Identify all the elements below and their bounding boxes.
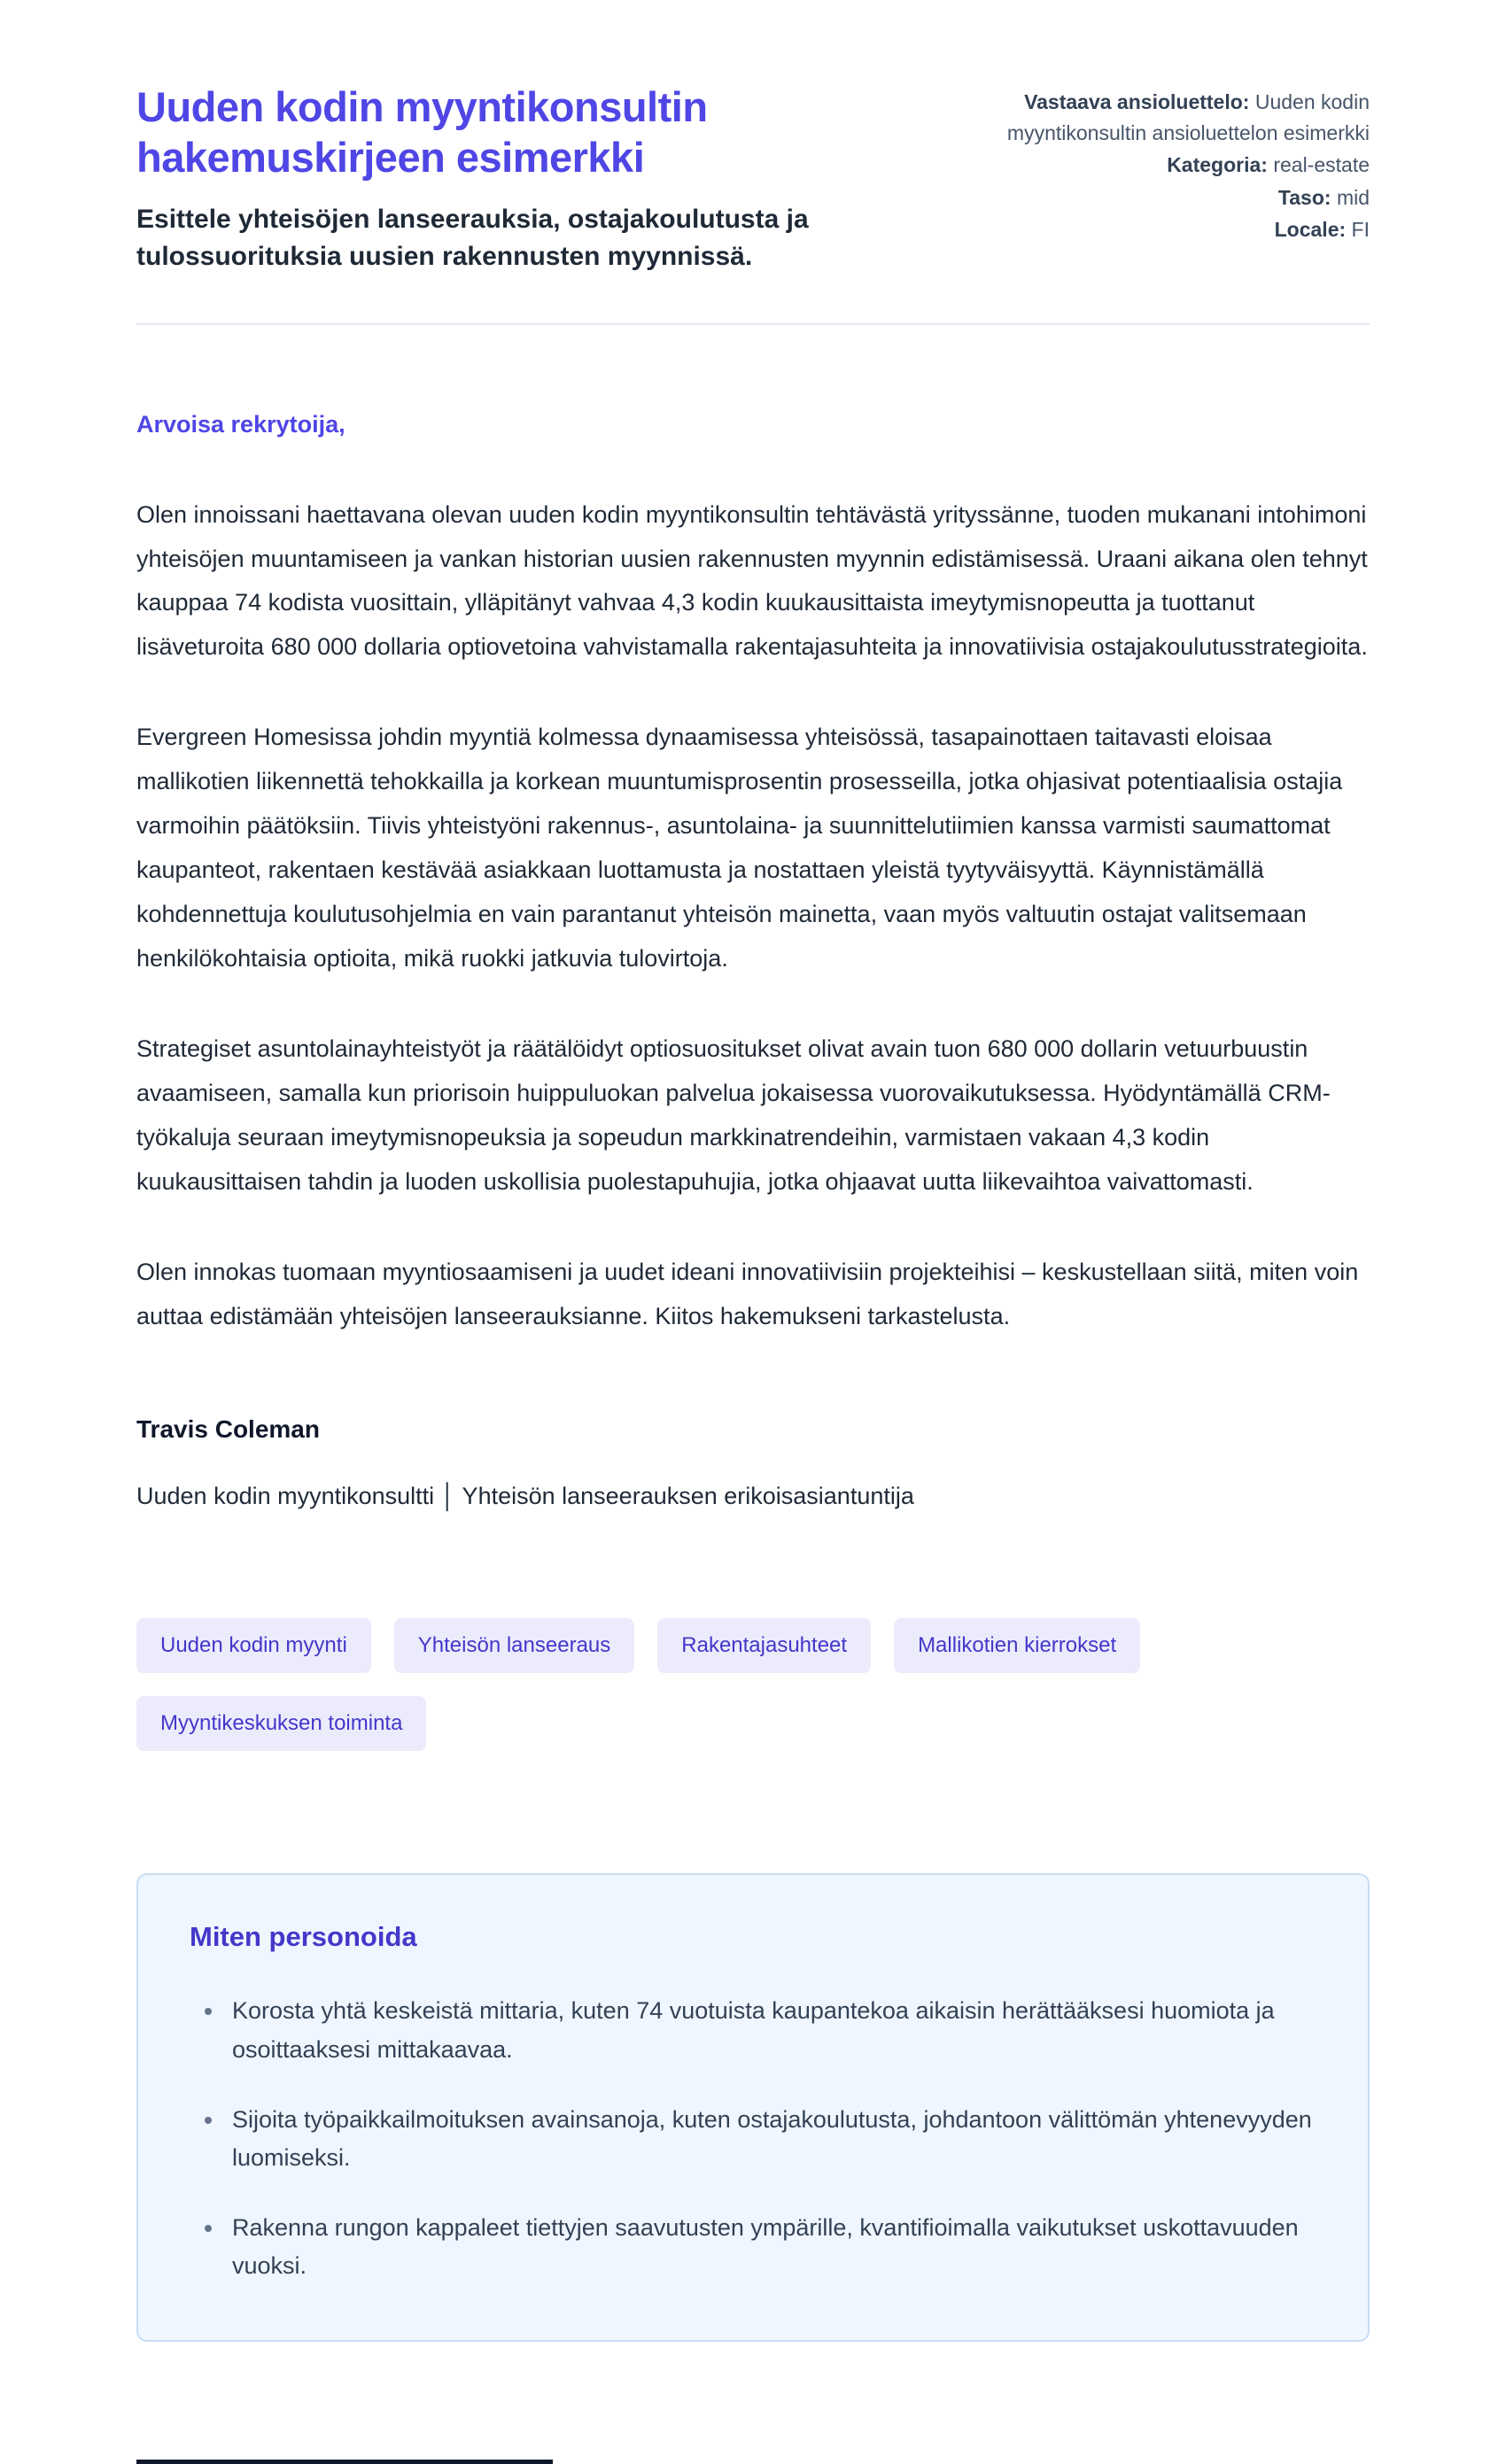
bottom-divider [136,2460,553,2464]
signature-name: Travis Coleman [136,1414,320,1443]
page-container [136,0,1370,2342]
meta-level-label: Taso: [1277,185,1331,209]
cover-letter [136,403,1370,1520]
letter-greeting: Arvoisa rekrytoija, [136,410,345,438]
letter-paragraph: Evergreen Homesissa johdin myyntiä kolmessa dynaamisessa yhteisössä, tasapainottaen taitavasti eloisaa mallikotien liikennettä tehokkailla ja korkean muuntumisprosentin prosesseilla, jotka ohjasivat potentiaalisia ostajia varmoihin päätöksiin. Tiivis yhteistyöni rakennus-, asuntolaina- ja suunnittelutiimien kanssa varmisti saumattomat kaupanteot, rakentaen kestävää asiakkaan luottamusta ja nostattaen yleistä tyytyväisyyttä. Käynnistämällä kohdennettuja koulutusohjelmia en vain parantanut yhteisön mainetta, vaan myös valtuutin ostajat valitsemaan henkilökohtaisia optioita, mikä ruokki jatkuvia tulovirtoja. [136,724,1343,972]
tips-title: Miten personoida [190,1921,417,1953]
page-header [136,81,1370,275]
tip-item: • Sijoita työpaikkailmoituksen avainsanoja, kuten ostajakoulutusta, johdantoon välittömän yhtenevyyden luomiseksi. [225,2101,1315,2177]
signature-role: Uuden kodin myyntikonsultti │ Yhteisön lanseerauksen erikoisasiantuntija [136,1483,914,1510]
tag-chip[interactable]: Rakentajasuhteet [657,1618,871,1673]
letter-paragraph: Olen innokas tuomaan myyntiosaamiseni ja uudet ideani innovatiivisiin projekteihisi – keskustellaan siitä, miten voin auttaa edistämään yhteisöjen lanseerauksianne. Kiitos hakemukseni tarkastelusta. [136,1258,1359,1329]
meta-locale-label: Locale: [1274,218,1347,241]
meta-level-value: mid [1336,185,1370,209]
tip-item: • Korosta yhtä keskeistä mittaria, kuten 74 vuotuista kaupantekoa aikaisin herättääksesi huomiota ja osoittaaksesi mittakaavaa. [225,1992,1315,2068]
tips-list [190,1992,1316,2285]
page-title: Uuden kodin myyntikonsultin hakemuskirjeen esimerkki [136,83,708,182]
meta-locale-value: FI [1351,218,1370,241]
letter-paragraph: Strategiset asuntolainayhteistyöt ja räätälöidyt optiosuositukset olivat avain tuon 680 000 dollarin vetuurbuustin avaamiseen, samalla kun priorisoin huippuluokan palvelua jokaisessa vuorovaikutuksessa. Hyödyntämällä CRM-työkaluja seuraan imeytymisnopeuksia ja sopeudun markkinatrendeihin, varmistaen vakaan 4,3 kodin kuukausittaisen tahdin ja luoden uskollisia puolestapuhujia, jotka ohjaavat uutta liikevaihtoa vaivattomasti. [136,1034,1331,1195]
page-subtitle: Esittele yhteisöjen lanseerauksia, ostajakoulutusta ja tulossuorituksia uusien rakennusten myynnissä. [136,204,809,271]
tag-list [136,1618,1235,1751]
tag-chip[interactable]: Uuden kodin myynti [136,1618,371,1673]
letter-paragraphs [136,493,1370,1339]
meta-resume-label: Vastaava ansioluettelo: [1024,90,1250,113]
tip-item: • Rakenna rungon kappaleet tiettyjen saavutusten ympärille, kvantifioimalla vaikutukset uskottavuuden vuoksi. [225,2209,1315,2285]
tag-chip[interactable]: Myyntikeskuksen toiminta [136,1696,426,1751]
meta-resume-value[interactable]: Uuden kodin myyntikonsultin ansioluettelon esimerkki [1006,90,1370,144]
meta-resume-row [989,87,1370,148]
meta-category-row [989,150,1370,181]
tag-chip[interactable]: Mallikotien kierrokset [894,1618,1140,1673]
header-title-block [136,81,916,275]
meta-panel [989,81,1370,247]
meta-level-row [989,182,1370,213]
meta-locale-row [989,214,1370,245]
meta-category-value: real-estate [1273,153,1370,176]
meta-category-label: Kategoria: [1167,153,1268,176]
header-divider [136,323,1370,325]
letter-paragraph: Olen innoissani haettavana olevan uuden kodin myyntikonsultin tehtävästä yrityssänne, tuoden mukanani intohimoni yhteisöjen muuntamiseen ja vankan historian uusien rakennusten myynnin edistämisessä. Uraani aikana olen tehnyt kauppaa 74 kodista vuosittain, ylläpitänyt vahvaa 4,3 kodin kuukausittaista imeytymisnopeutta ja tuottanut lisäveturoita 680 000 dollaria optiovetoina vahvistamalla rakentajasuhteita ja innovatiivisia ostajakoulutusstrategioita. [136,500,1368,661]
tips-box [136,1873,1370,2342]
tag-chip[interactable]: Yhteisön lanseeraus [394,1618,634,1673]
